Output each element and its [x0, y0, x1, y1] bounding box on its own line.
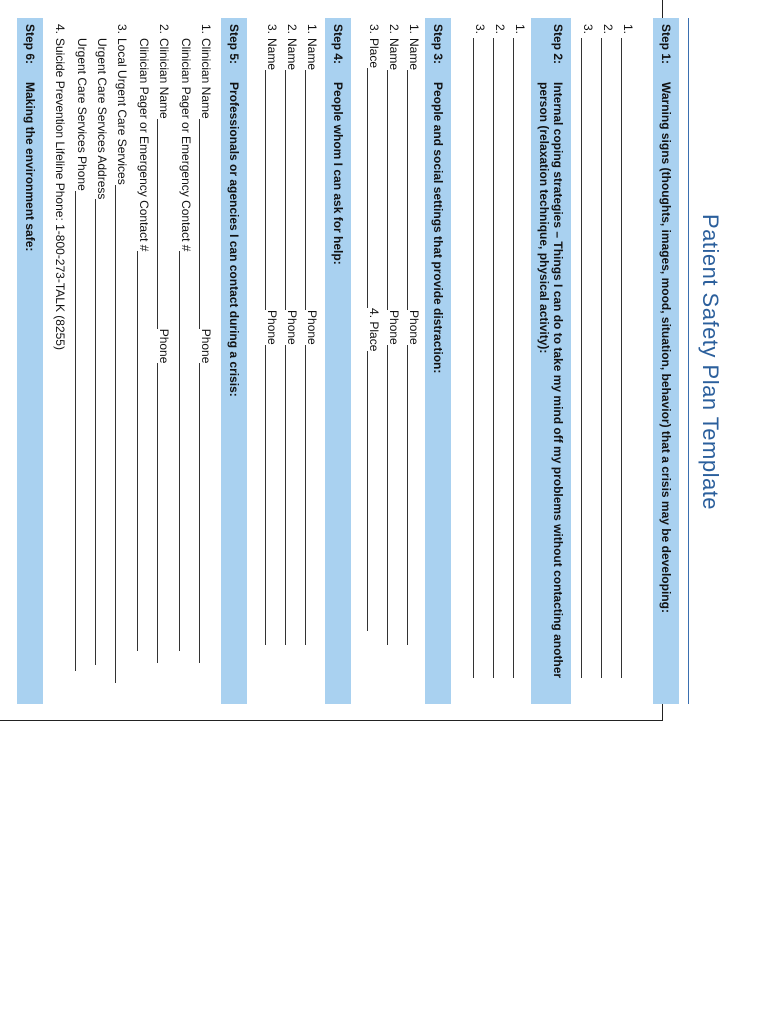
step6-label: Step 6: — [23, 24, 37, 65]
step2-item-1-number: 1. — [513, 24, 527, 35]
step3-row-2-name-line[interactable] — [387, 70, 398, 310]
step1-label: Step 1: — [659, 24, 673, 65]
step5-clinician-1-name-label: Clinician Name — [199, 38, 213, 119]
step2-header — [531, 18, 571, 704]
step1-item-2-number: 2. — [601, 24, 615, 35]
step2-item-1[interactable] — [513, 24, 527, 678]
step4-row-2-phone-label: Phone — [285, 310, 299, 345]
step3-row-2-name-label: Name — [387, 38, 401, 71]
step4-row-2-name-line[interactable] — [285, 70, 296, 310]
step2-label: Step 2: — [551, 24, 565, 65]
step5-urgent-address[interactable] — [95, 38, 109, 665]
step2-item-2-line[interactable] — [493, 38, 504, 678]
step5-label: Step 5: — [227, 24, 241, 65]
step5-urgent-care-number: 3. — [115, 24, 129, 35]
step1-header — [653, 18, 679, 704]
step5-urgent-care-line[interactable] — [115, 185, 126, 683]
step5-clinician-2-phone-line[interactable] — [157, 363, 168, 663]
step1-item-1[interactable] — [621, 24, 635, 678]
step3-row-3[interactable] — [367, 24, 381, 631]
step4-row-3-name-label: Name — [265, 38, 279, 71]
step5-urgent-care[interactable] — [115, 24, 129, 683]
step1-item-2[interactable] — [601, 24, 615, 678]
step3-row-3-place-line[interactable] — [367, 68, 378, 308]
step4-label: Step 4: — [331, 24, 345, 65]
step5-urgent-phone[interactable] — [75, 38, 89, 671]
step4-row-1-phone-label: Phone — [305, 310, 319, 345]
step1-item-1-line[interactable] — [621, 38, 632, 678]
step3-label: Step 3: — [431, 24, 445, 65]
step3-row-2-number: 2. — [387, 24, 401, 35]
step3-row-3-number: 3. — [367, 24, 381, 35]
step4-row-1[interactable] — [305, 24, 319, 645]
step2-text: Internal coping strategies – Things I can do to take my mind off my problems without contacting another person (relaxation technique, physical activity): — [537, 82, 565, 679]
step6-header — [17, 18, 43, 704]
step3-row-2-phone-line[interactable] — [387, 345, 398, 645]
step2-item-3-number: 3. — [473, 24, 487, 35]
step5-urgent-phone-line[interactable] — [75, 191, 86, 671]
step5-clinician-2-name-label: Clinician Name — [157, 38, 171, 119]
step5-lifeline — [53, 24, 67, 350]
step5-urgent-care-label: Local Urgent Care Services — [115, 38, 129, 185]
step4-header — [325, 18, 351, 704]
step5-clinician-1-name-line[interactable] — [199, 119, 210, 329]
step3-row-1-name-line[interactable] — [407, 70, 418, 310]
step5-clinician-2[interactable] — [157, 24, 171, 663]
step4-row-3[interactable] — [265, 24, 279, 645]
step3-row-1-number: 1. — [407, 24, 421, 35]
step5-clinician-2-number: 2. — [157, 24, 171, 35]
step1-item-3-number: 3. — [581, 24, 595, 35]
step4-row-1-name-line[interactable] — [305, 70, 316, 310]
step5-clinician-1-pager-label: Clinician Pager or Emergency Contact # — [179, 38, 193, 252]
step5-clinician-2-pager-line[interactable] — [137, 251, 148, 651]
step3-text: People and social settings that provide distraction: — [431, 82, 445, 374]
step4-row-1-phone-line[interactable] — [305, 345, 316, 645]
step5-clinician-2-pager-label: Clinician Pager or Emergency Contact # — [137, 38, 151, 252]
step2-item-2-number: 2. — [493, 24, 507, 35]
step4-row-3-number: 3. — [265, 24, 279, 35]
step4-text: People whom I can ask for help: — [331, 82, 345, 265]
step2-item-1-line[interactable] — [513, 38, 524, 678]
step4-row-1-number: 1. — [305, 24, 319, 35]
step3-row-2[interactable] — [387, 24, 401, 645]
step3-row-1-phone-line[interactable] — [407, 345, 418, 645]
step2-item-3[interactable] — [473, 24, 487, 678]
step3-row-1[interactable] — [407, 24, 421, 645]
step5-clinician-2-phone-label: Phone — [157, 328, 171, 364]
step4-row-2-name-label: Name — [285, 38, 299, 71]
step3-row-3-place4-label: 4. Place — [367, 308, 381, 352]
step5-urgent-phone-label: Urgent Care Services Phone — [75, 38, 89, 191]
safety-plan-form — [5, 6, 723, 718]
title-divider — [688, 18, 689, 704]
step3-row-3-place-label: Place — [367, 38, 381, 69]
step2-item-2[interactable] — [493, 24, 507, 678]
step4-row-2[interactable] — [285, 24, 299, 645]
step1-text: Warning signs (thoughts, images, mood, situation, behavior) that a crisis may be developing: — [659, 82, 673, 613]
step5-clinician-2-pager[interactable] — [137, 38, 151, 651]
step4-row-1-name-label: Name — [305, 38, 319, 71]
page-title: Patient Safety Plan Template — [698, 213, 723, 511]
step5-clinician-2-name-line[interactable] — [157, 119, 168, 329]
step3-row-2-phone-label: Phone — [387, 310, 401, 345]
step1-item-3[interactable] — [581, 24, 595, 678]
step1-item-2-line[interactable] — [601, 38, 612, 678]
step5-clinician-1-pager-line[interactable] — [179, 251, 190, 651]
step5-clinician-1-phone-label: Phone — [199, 328, 213, 364]
step5-header — [221, 18, 247, 704]
step5-urgent-address-label: Urgent Care Services Address — [95, 38, 109, 200]
step3-row-3-place4-line[interactable] — [367, 351, 378, 631]
step1-item-3-line[interactable] — [581, 38, 592, 678]
step4-row-3-phone-line[interactable] — [265, 345, 276, 645]
step4-row-3-name-line[interactable] — [265, 70, 276, 310]
step5-clinician-1[interactable] — [199, 24, 213, 663]
step3-row-1-phone-label: Phone — [407, 310, 421, 345]
step5-clinician-1-number: 1. — [199, 24, 213, 35]
step5-text: Professionals or agencies I can contact during a crisis: — [227, 82, 241, 397]
step4-row-3-phone-label: Phone — [265, 310, 279, 345]
step2-item-3-line[interactable] — [473, 38, 484, 678]
step5-lifeline-text: Suicide Prevention Lifeline Phone: 1-800-273-TALK (8255) — [53, 38, 67, 350]
step3-header — [425, 18, 451, 704]
step4-row-2-number: 2. — [285, 24, 299, 35]
step3-row-1-name-label: Name — [407, 38, 421, 71]
step5-lifeline-number: 4. — [53, 24, 67, 35]
step4-row-2-phone-line[interactable] — [285, 345, 296, 645]
step5-urgent-address-line[interactable] — [95, 199, 106, 665]
step5-clinician-1-pager[interactable] — [179, 38, 193, 651]
step5-clinician-1-phone-line[interactable] — [199, 363, 210, 663]
step1-item-1-number: 1. — [621, 24, 635, 35]
step6-text: Making the environment safe: — [23, 82, 37, 252]
